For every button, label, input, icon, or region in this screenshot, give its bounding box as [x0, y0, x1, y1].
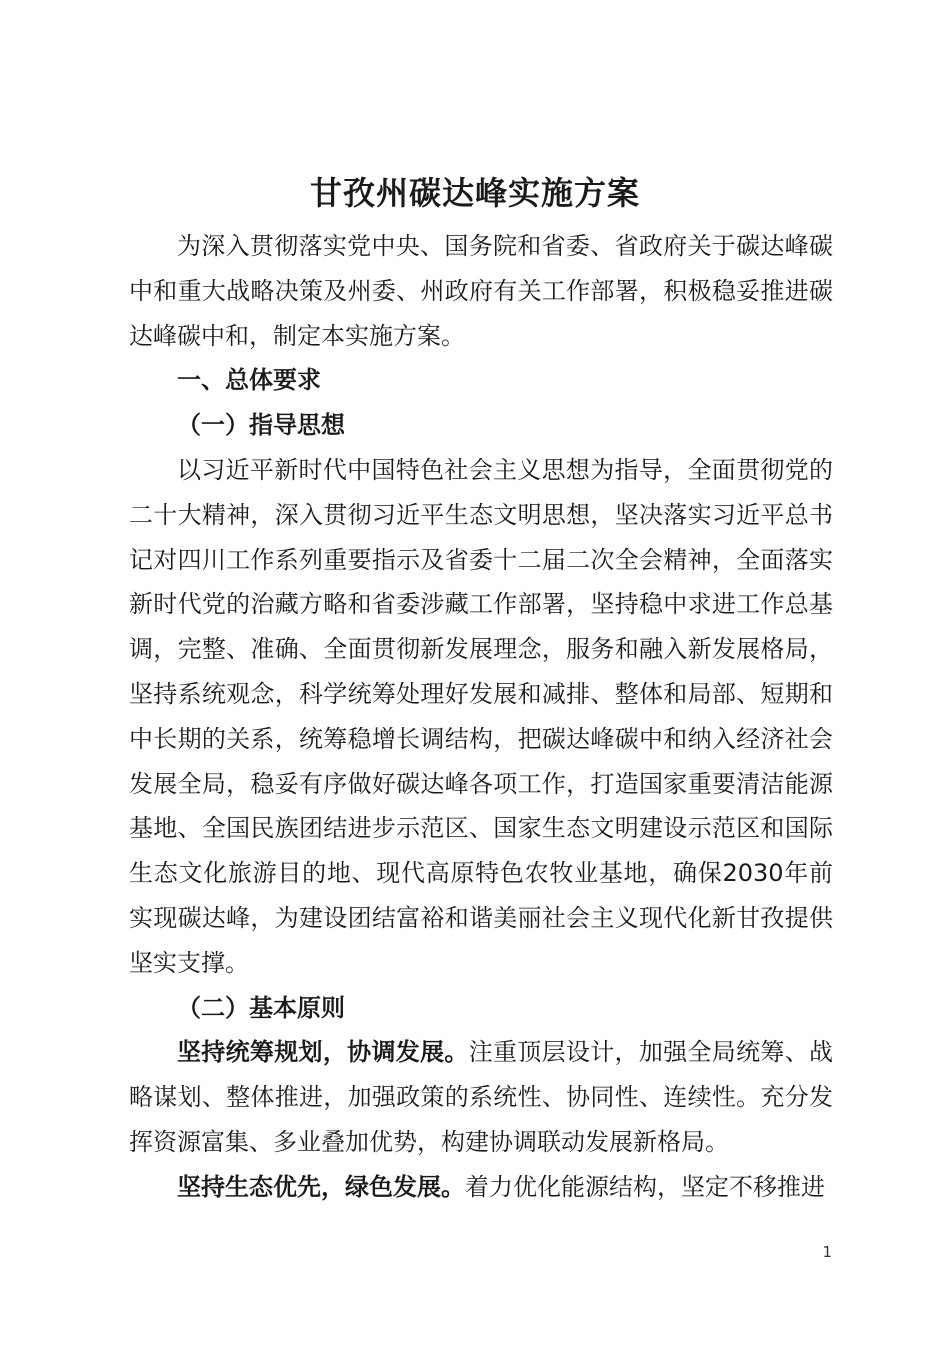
principle-paragraph-1 — [129, 1030, 833, 1164]
principle-1-text: 注重顶层设计，加强全局统筹、战略谋划、整体推进，加强政策的系统性、协同性、连续性。充分发挥资源富集、多业叠加优势，构建协调联动发展新格局。 — [129, 1038, 834, 1156]
section-heading-general-requirements: 一、总体要求 — [177, 366, 321, 395]
document-title: 甘孜州碳达峰实施方案 — [309, 174, 640, 212]
page-number: 1 — [822, 1243, 832, 1261]
guiding-thought-paragraph: 以习近平新时代中国特色社会主义思想为指导，全面贯彻党的二十大精神，深入贯彻习近平生态文明思想，坚决落实习近平总书记对四川工作系列重要指示及省委十二届二次全会精神，全面落实新时代党的治藏方略和省委涉藏工作部署，坚持稳中求进工作总基调，完整、准确、全面贯彻新发展理念，服务和融入新发展格局，坚持系统观念，科学统筹处理好发展和减排、整体和局部、短期和中长期的关系，统筹稳增长调结构，把碳达峰碳中和纳入经济社会发展全局，稳妥有序做好碳达峰各项工作，打造国家重要清洁能源基地、全国民族团结进步示范区、国家生态文明建设示范区和国际生态文化旅游目的地、现代高原特色农牧业基地，确保2030年前实现碳达峰，为建设团结富裕和谐美丽社会主义现代化新甘孜提供坚实支撑。 — [129, 455, 833, 977]
document-body — [129, 224, 833, 1210]
principle-2-text: 着力优化能源结构，坚定不移推进 — [465, 1172, 825, 1201]
intro-paragraph: 为深入贯彻落实党中央、国务院和省委、省政府关于碳达峰碳中和重大战略决策及州委、州政府有关工作部署，积极稳妥推进碳达峰碳中和，制定本实施方案。 — [129, 232, 833, 350]
subsection-heading-basic-principles: （二）基本原则 — [177, 993, 345, 1022]
principle-2-lead: 坚持生态优先，绿色发展。 — [177, 1172, 465, 1201]
principle-paragraph-2 — [129, 1165, 833, 1210]
subsection-heading-guiding-thought: （一）指导思想 — [177, 411, 345, 440]
principle-1-lead: 坚持统筹规划，协调发展。 — [177, 1038, 469, 1067]
